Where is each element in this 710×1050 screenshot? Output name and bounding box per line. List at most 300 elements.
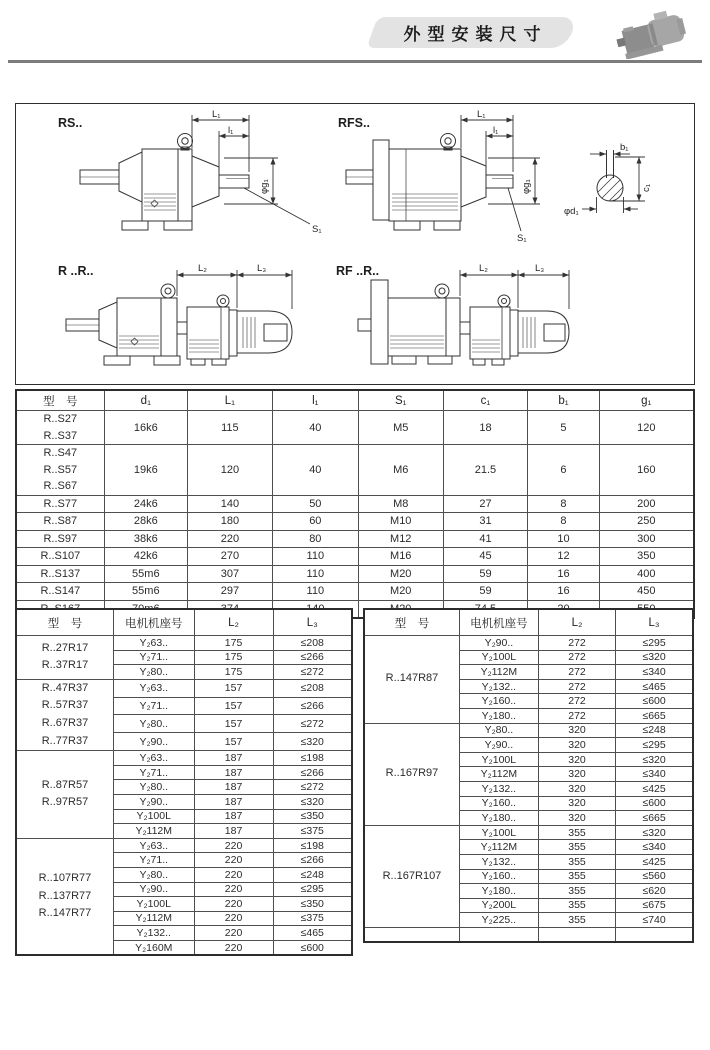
value-cell: 8 <box>528 513 599 531</box>
l3-cell: ≤295 <box>616 636 693 651</box>
value-cell: 110 <box>272 548 358 566</box>
value-cell: 19k6 <box>104 445 187 496</box>
value-cell: 220 <box>188 530 273 548</box>
rfr-feet <box>392 356 452 364</box>
combination-row <box>364 927 693 942</box>
value-cell: M10 <box>358 513 443 531</box>
l3-cell: ≤560 <box>616 869 693 884</box>
dim-b1: b₁ <box>620 142 629 153</box>
rr-housing <box>99 298 177 356</box>
column-header: g₁ <box>599 390 694 411</box>
column-header: c₁ <box>443 390 528 411</box>
motor-frame-cell: Y₂100L <box>459 752 538 767</box>
value-cell: 40 <box>272 411 358 445</box>
l3-cell: ≤665 <box>616 708 693 723</box>
rfr-flange <box>371 280 388 364</box>
value-cell: 16 <box>528 565 599 583</box>
motor-frame-cell: Y₂132.. <box>459 781 538 796</box>
l2-cell: 355 <box>538 869 615 884</box>
l3-cell: ≤208 <box>273 636 352 651</box>
value-cell: 59 <box>443 583 528 601</box>
l2-cell: 355 <box>538 825 615 840</box>
l3-cell: ≤375 <box>273 824 352 839</box>
motor-frame-cell: Y₂71.. <box>113 650 194 665</box>
l2-cell: 220 <box>194 911 273 926</box>
motor-frame-cell: Y₂160.. <box>459 869 538 884</box>
rs-dim-l1: l₁ <box>228 125 234 136</box>
l2-cell: 175 <box>194 650 273 665</box>
model-name: R..67R37 <box>41 716 89 729</box>
l2-cell: 320 <box>538 796 615 811</box>
rs-output-shaft <box>80 170 119 184</box>
motor-frame-cell: Y₂71.. <box>113 853 194 868</box>
model-name: R..37R17 <box>41 659 89 672</box>
model-name: R..97R57 <box>41 796 89 809</box>
model-name: R..87R57 <box>41 778 89 791</box>
dimension-drawings-panel <box>15 103 695 385</box>
rs-dim-S1: S₁ <box>312 224 322 235</box>
l2-cell: 272 <box>538 636 615 651</box>
l3-cell: ≤295 <box>616 738 693 753</box>
model-name: R..S27 <box>43 413 78 425</box>
model-cell <box>16 751 113 839</box>
value-cell: 140 <box>188 495 273 513</box>
model-name: R..47R37 <box>41 681 89 694</box>
l3-cell: ≤198 <box>273 751 352 766</box>
l2-cell: 220 <box>194 882 273 897</box>
model-name: R..S67 <box>43 480 78 492</box>
value-cell: 110 <box>272 565 358 583</box>
motor-frame-cell: Y₂160.. <box>459 796 538 811</box>
l3-cell: ≤340 <box>616 767 693 782</box>
rs-dim-L1: L₁ <box>212 109 221 120</box>
column-header: S₁ <box>358 390 443 411</box>
l2-cell: 157 <box>194 733 273 751</box>
motor-frame-cell: Y₂180.. <box>459 884 538 899</box>
rr-output-shaft <box>66 319 99 331</box>
value-cell: 28k6 <box>104 513 187 531</box>
combination-row <box>16 679 352 697</box>
motor-frame-cell: Y₂112M <box>113 911 194 926</box>
rs-dimensions <box>192 115 310 224</box>
rr-feet <box>104 356 180 365</box>
value-cell: 60 <box>272 513 358 531</box>
motor-frame-cell: Y₂200L <box>459 898 538 913</box>
l3-cell: ≤272 <box>273 665 352 680</box>
rfs-input-end <box>461 156 513 207</box>
rfs-flange <box>373 140 389 220</box>
l3-cell: ≤320 <box>273 733 352 751</box>
diagram-rfs-label: RFS.. <box>338 116 370 130</box>
header-row <box>16 390 694 411</box>
value-cell: 270 <box>188 548 273 566</box>
combination-row <box>364 723 693 738</box>
l2-cell: 220 <box>194 897 273 912</box>
value-cell: 80 <box>272 530 358 548</box>
combination-row <box>16 636 352 651</box>
gearmotor-photo <box>613 3 697 59</box>
dim-c1: c₁ <box>641 184 652 192</box>
motor-frame-cell: Y₂180.. <box>459 811 538 826</box>
rfr-second-stage <box>460 295 510 365</box>
value-cell: M20 <box>358 583 443 601</box>
motor-frame-cell: Y₂71.. <box>113 697 194 715</box>
value-cell: 110 <box>272 583 358 601</box>
l3-cell: ≤350 <box>273 897 352 912</box>
motor-frame-cell: Y₂63.. <box>113 751 194 766</box>
l3-cell: ≤675 <box>616 898 693 913</box>
rr-dim-L2: L₂ <box>198 263 207 274</box>
model-cell <box>16 495 104 513</box>
rfs-feet <box>394 221 460 230</box>
l2-cell: 187 <box>194 780 273 795</box>
value-cell: 50 <box>272 495 358 513</box>
model-name: R..147R77 <box>38 907 92 920</box>
motor-frame-cell: Y₂160.. <box>459 694 538 709</box>
value-cell: M8 <box>358 495 443 513</box>
rfr-dim-L2: L₂ <box>479 263 488 274</box>
column-header: 型 号 <box>16 609 113 636</box>
l3-cell: ≤266 <box>273 697 352 715</box>
model-name: R..77R37 <box>41 734 89 747</box>
rfs-dim-g1: φg₁ <box>521 179 532 194</box>
model-name: R..57R37 <box>41 699 89 712</box>
l2-cell: 220 <box>194 867 273 882</box>
value-cell: 55m6 <box>104 565 187 583</box>
diagram-rr <box>58 263 292 365</box>
l3-cell: ≤465 <box>273 926 352 941</box>
motor-frame-cell: Y₂132.. <box>459 854 538 869</box>
column-header: L₂ <box>194 609 273 636</box>
rr-second-stage <box>177 295 229 365</box>
rs-eyebolt-icon <box>178 134 193 151</box>
motor-frame-cell: Y₂90.. <box>459 738 538 753</box>
rfs-dim-l1: l₁ <box>493 125 499 136</box>
model-name: R..107R77 <box>38 872 92 885</box>
rs-feet <box>122 221 192 230</box>
column-header: b₁ <box>528 390 599 411</box>
rr-dim-L3: L₃ <box>257 263 267 274</box>
diagram-rs-label: RS.. <box>58 116 83 130</box>
l2-cell: 320 <box>538 752 615 767</box>
rfs-eyebolt-icon <box>441 134 456 151</box>
value-cell: 59 <box>443 565 528 583</box>
model-name: R..S57 <box>43 463 78 476</box>
model-cell <box>16 513 104 531</box>
model-cell <box>16 445 104 496</box>
value-cell: 300 <box>599 530 694 548</box>
motor-frame-cell: Y₂180.. <box>459 708 538 723</box>
model-cell <box>364 723 459 825</box>
l2-cell: 175 <box>194 636 273 651</box>
model-cell <box>364 927 459 942</box>
l3-cell: ≤320 <box>273 794 352 809</box>
l2-cell: 220 <box>194 926 273 941</box>
rfr-output-shaft <box>358 319 371 331</box>
model-name: R..S137 <box>40 567 81 580</box>
combination-row <box>16 751 352 766</box>
l2-cell: 355 <box>538 913 615 928</box>
l2-cell: 355 <box>538 854 615 869</box>
l3-cell: ≤320 <box>616 752 693 767</box>
l2-cell: 272 <box>538 708 615 723</box>
value-cell: 45 <box>443 548 528 566</box>
column-header: d₁ <box>104 390 187 411</box>
motor-frame-cell: Y₂80.. <box>113 780 194 795</box>
diagram-rfr <box>336 263 569 365</box>
spec-row <box>16 530 694 548</box>
value-cell: 450 <box>599 583 694 601</box>
l3-cell: ≤320 <box>616 825 693 840</box>
value-cell: 120 <box>188 445 273 496</box>
motor-frame-cell: Y₂80.. <box>113 665 194 680</box>
model-cell <box>16 530 104 548</box>
header-divider <box>8 60 702 63</box>
spec-row <box>16 445 694 496</box>
value-cell: 250 <box>599 513 694 531</box>
value-cell: 6 <box>528 445 599 496</box>
motor-frame-cell: Y₂71.. <box>113 765 194 780</box>
model-cell <box>16 548 104 566</box>
l3-cell: ≤272 <box>273 715 352 733</box>
motor-frame-cell: Y₂112M <box>113 824 194 839</box>
model-cell <box>16 679 113 750</box>
column-header: L₃ <box>273 609 352 636</box>
value-cell: 180 <box>188 513 273 531</box>
l3-cell: ≤340 <box>616 665 693 680</box>
l2-cell: 355 <box>538 840 615 855</box>
value-cell: M12 <box>358 530 443 548</box>
l2-cell: 320 <box>538 781 615 796</box>
shaft-keyway <box>607 150 614 178</box>
l3-cell: ≤198 <box>273 838 352 853</box>
diagram-rr-label: R ..R.. <box>58 264 94 278</box>
l2-cell: 320 <box>538 738 615 753</box>
rr-motor <box>229 310 292 356</box>
rs-input-end <box>192 156 249 207</box>
diagram-rs <box>58 109 322 235</box>
l2-cell: 272 <box>538 650 615 665</box>
l3-cell: ≤248 <box>273 867 352 882</box>
l2-cell: 220 <box>194 940 273 955</box>
rfs-housing <box>389 149 461 221</box>
combination-row <box>364 825 693 840</box>
rs-dim-g1: φg₁ <box>259 179 270 194</box>
motor-frame-cell: Y₂132.. <box>459 679 538 694</box>
l2-cell: 320 <box>538 723 615 738</box>
value-cell: 120 <box>599 411 694 445</box>
spec-row <box>16 411 694 445</box>
value-cell: 5 <box>528 411 599 445</box>
l3-cell: ≤272 <box>273 780 352 795</box>
l2-cell: 272 <box>538 679 615 694</box>
value-cell: 10 <box>528 530 599 548</box>
rfs-dim-L1: L₁ <box>477 109 486 120</box>
rfr-motor <box>510 310 569 356</box>
model-cell <box>364 636 459 724</box>
motor-frame-cell: Y₂132.. <box>113 926 194 941</box>
rfs-dimensions <box>461 115 540 231</box>
l3-cell: ≤266 <box>273 650 352 665</box>
shaft-dimension-table <box>15 389 695 619</box>
l2-cell: 187 <box>194 794 273 809</box>
l2-cell: 175 <box>194 665 273 680</box>
column-header: L₁ <box>188 390 273 411</box>
model-cell <box>16 636 113 680</box>
rs-housing <box>119 149 192 221</box>
diagram-rfs <box>338 109 540 244</box>
rfs-output-shaft <box>346 170 373 184</box>
spec-row <box>16 513 694 531</box>
motor-frame-cell: Y₂100L <box>113 897 194 912</box>
rr-dimensions <box>177 270 292 309</box>
l2-cell: 355 <box>538 884 615 899</box>
l2-cell: 272 <box>538 694 615 709</box>
model-name: R..167R107 <box>382 869 442 882</box>
l2-cell: 320 <box>538 767 615 782</box>
value-cell: 18 <box>443 411 528 445</box>
header-row <box>364 609 693 636</box>
motor-frame-cell: Y₂100L <box>459 825 538 840</box>
spec-row <box>16 548 694 566</box>
l2-cell: 187 <box>194 751 273 766</box>
l3-cell: ≤375 <box>273 911 352 926</box>
motor-frame-cell: Y₂80.. <box>459 723 538 738</box>
model-name: R..27R17 <box>41 641 89 654</box>
value-cell: M20 <box>358 565 443 583</box>
value-cell: 31 <box>443 513 528 531</box>
l2-cell: 157 <box>194 679 273 697</box>
gearmotor-photo-drawing <box>613 3 697 59</box>
diagram-shaft-section <box>564 142 652 217</box>
diagram-rfr-label: RF ..R.. <box>336 264 380 278</box>
value-cell: 400 <box>599 565 694 583</box>
model-cell <box>364 825 459 927</box>
value-cell: 350 <box>599 548 694 566</box>
motor-frame-cell: Y₂80.. <box>113 867 194 882</box>
l3-cell: ≤350 <box>273 809 352 824</box>
model-name: R..147R87 <box>385 672 439 685</box>
model-name: R..S147 <box>40 585 81 597</box>
l2-cell: 220 <box>194 853 273 868</box>
l2-cell: 355 <box>538 898 615 913</box>
value-cell: 38k6 <box>104 530 187 548</box>
l3-cell: ≤208 <box>273 679 352 697</box>
column-header: 电机机座号 <box>113 609 194 636</box>
model-name: R..S87 <box>43 515 78 527</box>
l2-cell <box>538 927 615 942</box>
model-name: R..S47 <box>43 447 78 459</box>
value-cell: M5 <box>358 411 443 445</box>
shaft-hatching <box>584 164 636 216</box>
l3-cell: ≤600 <box>273 940 352 955</box>
motor-frame-cell: Y₂112M <box>459 665 538 680</box>
motor-frame-cell <box>459 927 538 942</box>
motor-combination-table-left <box>15 608 353 956</box>
column-header: L₃ <box>616 609 693 636</box>
column-header: 型 号 <box>16 390 104 411</box>
column-header: 电机机座号 <box>459 609 538 636</box>
value-cell: M6 <box>358 445 443 496</box>
model-name: R..S37 <box>43 429 78 442</box>
value-cell: M16 <box>358 548 443 566</box>
motor-frame-cell: Y₂80.. <box>113 715 194 733</box>
motor-frame-cell: Y₂112M <box>459 767 538 782</box>
l3-cell: ≤740 <box>616 913 693 928</box>
l3-cell: ≤620 <box>616 884 693 899</box>
value-cell: 24k6 <box>104 495 187 513</box>
rfr-dim-L3: L₃ <box>535 263 545 274</box>
motor-frame-cell: Y₂160M <box>113 940 194 955</box>
value-cell: 21.5 <box>443 445 528 496</box>
motor-frame-cell: Y₂63.. <box>113 636 194 651</box>
page-title-badge <box>366 17 577 48</box>
motor-frame-cell: Y₂63.. <box>113 838 194 853</box>
motor-frame-cell: Y₂90.. <box>113 733 194 751</box>
value-cell: 55m6 <box>104 583 187 601</box>
motor-frame-cell: Y₂112M <box>459 840 538 855</box>
model-name: R..S97 <box>43 532 78 545</box>
l3-cell <box>616 927 693 942</box>
l3-cell: ≤248 <box>616 723 693 738</box>
model-name: R..167R97 <box>385 767 439 780</box>
motor-frame-cell: Y₂90.. <box>113 794 194 809</box>
combination-row <box>16 838 352 853</box>
l3-cell: ≤320 <box>616 650 693 665</box>
model-cell <box>16 838 113 955</box>
motor-frame-cell: Y₂100L <box>459 650 538 665</box>
spec-row <box>16 565 694 583</box>
rfr-dimensions <box>460 270 569 309</box>
motor-frame-cell: Y₂90.. <box>459 636 538 651</box>
value-cell: 16k6 <box>104 411 187 445</box>
column-header: 型 号 <box>364 609 459 636</box>
model-cell <box>16 411 104 445</box>
value-cell: 200 <box>599 495 694 513</box>
value-cell: 307 <box>188 565 273 583</box>
spec-row <box>16 495 694 513</box>
l3-cell: ≤600 <box>616 694 693 709</box>
value-cell: 40 <box>272 445 358 496</box>
l2-cell: 187 <box>194 765 273 780</box>
value-cell: 12 <box>528 548 599 566</box>
motor-frame-cell: Y₂225.. <box>459 913 538 928</box>
l2-cell: 157 <box>194 697 273 715</box>
page-title: 外型安装尺寸 <box>403 25 548 44</box>
header-row <box>16 609 352 636</box>
rfr-housing <box>388 298 460 356</box>
l2-cell: 320 <box>538 811 615 826</box>
column-header: L₂ <box>538 609 615 636</box>
model-name: R..137R77 <box>38 889 92 902</box>
l3-cell: ≤465 <box>616 679 693 694</box>
motor-combination-table-right <box>363 608 694 943</box>
l3-cell: ≤425 <box>616 781 693 796</box>
value-cell: 297 <box>188 583 273 601</box>
model-cell <box>16 565 104 583</box>
column-header: l₁ <box>272 390 358 411</box>
l2-cell: 187 <box>194 824 273 839</box>
model-name: R..S77 <box>43 497 78 510</box>
value-cell: 41 <box>443 530 528 548</box>
l3-cell: ≤295 <box>273 882 352 897</box>
l3-cell: ≤600 <box>616 796 693 811</box>
l3-cell: ≤425 <box>616 854 693 869</box>
value-cell: 42k6 <box>104 548 187 566</box>
l3-cell: ≤665 <box>616 811 693 826</box>
l3-cell: ≤266 <box>273 765 352 780</box>
dim-d1: φd₁ <box>564 206 579 217</box>
